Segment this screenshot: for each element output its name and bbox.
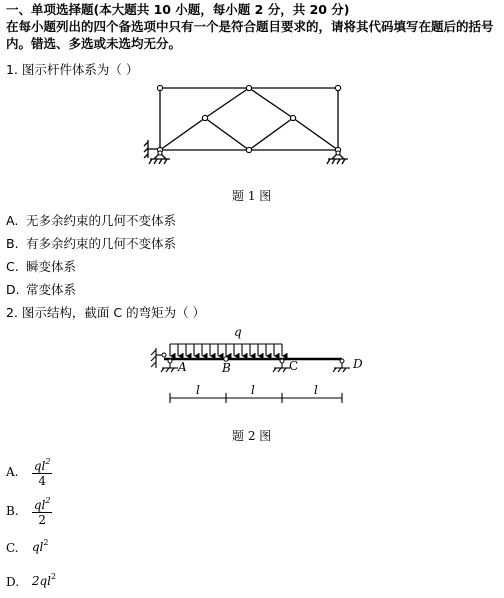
- q2-option-a-denominator: 4: [38, 474, 46, 488]
- q2-beam-figure: [148, 322, 378, 412]
- q2-option-b-denominator: 2: [38, 513, 46, 527]
- q2-option-a-numerator: ql: [33, 459, 46, 473]
- q2-option-c-expression: ql: [31, 540, 44, 554]
- q1-caption: 题 1 图: [232, 189, 272, 203]
- q1-option-d: [6, 282, 76, 297]
- span-label-1: l: [196, 383, 200, 397]
- q2-option-a-exponent: 2: [45, 457, 51, 466]
- q1-option-b-label: B.: [6, 236, 19, 251]
- q1-option-a: [6, 213, 176, 228]
- section-heading: 一、单项选择题(本大题共 10 小题，每小题 2 分，共 20 分): [6, 2, 350, 17]
- q2-option-b-exponent: 2: [45, 496, 51, 505]
- load-label-q: q: [234, 325, 242, 339]
- q2-option-d: [6, 572, 56, 589]
- q1-stem: 1. 图示杆件体系为（ ）: [6, 62, 139, 77]
- q2-option-d-label: D.: [6, 574, 20, 589]
- q2-stem: 2. 图示结构，截面 C 的弯矩为（ ）: [6, 305, 206, 320]
- q2-option-a-fraction: [32, 455, 53, 488]
- span-label-3: l: [314, 383, 318, 397]
- q1-option-b: [6, 236, 176, 251]
- q1-option-a-text: 无多余约束的几何不变体系: [25, 213, 176, 228]
- point-label-d: D: [353, 357, 363, 371]
- q1-option-d-text: 常变体系: [25, 282, 76, 297]
- q2-option-d-exponent: 2: [50, 572, 57, 581]
- q1-option-c: [6, 259, 76, 274]
- point-label-b: B: [222, 361, 231, 375]
- instruction-line-1: 在每小题列出的四个备选项中只有一个是符合题目要求的，请将其代码填写在题后的括号: [6, 19, 494, 34]
- instruction-line-2: 内。错选、多选或未选均无分。: [6, 36, 182, 51]
- q1-option-c-label: C.: [6, 259, 19, 274]
- point-label-c: C: [289, 359, 299, 373]
- q1-option-d-label: D.: [6, 282, 20, 297]
- q2-caption: 题 2 图: [232, 429, 272, 443]
- point-label-a: A: [178, 360, 187, 374]
- span-label-2: l: [251, 383, 255, 397]
- q2-option-b-fraction: [32, 494, 53, 527]
- q1-option-c-text: 瞬变体系: [25, 259, 76, 274]
- q2-option-c-label: C.: [6, 540, 19, 555]
- q1-truss-figure: [140, 80, 360, 170]
- q2-option-d-expression: 2ql: [31, 574, 51, 588]
- q2-option-b: [6, 494, 52, 527]
- q2-option-b-label: B.: [6, 503, 19, 518]
- q1-option-b-text: 有多余约束的几何不变体系: [25, 236, 176, 251]
- q2-option-c: [6, 538, 48, 555]
- q1-option-a-label: A.: [6, 213, 19, 228]
- q2-option-a-label: A.: [6, 464, 19, 479]
- q2-option-c-exponent: 2: [43, 538, 49, 547]
- q2-option-b-numerator: ql: [33, 498, 46, 512]
- q2-option-a: [6, 455, 52, 488]
